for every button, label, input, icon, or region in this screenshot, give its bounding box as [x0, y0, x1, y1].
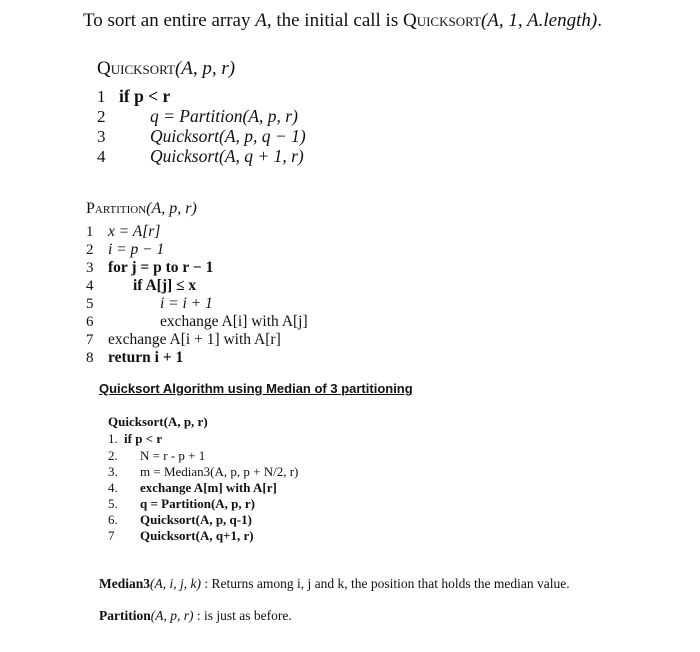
quicksort-line: if p < r: [119, 86, 171, 106]
intro-suffix: .: [597, 10, 602, 31]
median3-line: Quicksort(A, q+1, r): [140, 528, 254, 543]
intro-sentence: [83, 10, 602, 32]
intro-call-args: (A, 1, A.length): [480, 10, 598, 31]
quicksort-line: Quicksort(A, q + 1, r): [150, 146, 304, 166]
median3-line-number: 2.: [108, 448, 118, 463]
median3-line-number: 6.: [108, 512, 118, 527]
median3-line-number: 4.: [108, 480, 118, 495]
partition-line-number: 1: [86, 224, 94, 240]
median3-line: exchange A[m] with A[r]: [140, 480, 277, 495]
quicksort-params: (A, p, r): [174, 58, 236, 79]
partition-line: return i + 1: [108, 349, 184, 366]
partition-line-number: 6: [86, 314, 94, 330]
partition-header: [86, 200, 197, 218]
quicksort-line-number: 3: [97, 127, 106, 146]
partition-name: Partition: [86, 200, 147, 217]
median3-line-number: 7: [108, 528, 115, 543]
partition-line-number: 8: [86, 350, 94, 366]
intro-middle: , the initial call is: [266, 10, 403, 31]
median3-line-number: 1.: [108, 431, 118, 446]
median3-note-desc: : Returns among i, j and k, the position that holds the median value.: [201, 576, 570, 591]
partition-description: [99, 608, 292, 624]
partition-line-number: 2: [86, 242, 94, 258]
partition-line-number: 3: [86, 260, 94, 276]
partition-line: exchange A[i] with A[j]: [160, 313, 308, 330]
partition-note-desc: : is just as before.: [193, 608, 292, 623]
median3-line-number: 5.: [108, 496, 118, 511]
median3-line: if p < r: [124, 431, 163, 446]
median3-line: N = r - p + 1: [140, 448, 206, 463]
median3-quicksort-header: Quicksort(A, p, r): [108, 414, 208, 429]
partition-line: if A[j] ≤ x: [133, 277, 197, 294]
quicksort-name: Quicksort: [97, 58, 175, 79]
partition-line: exchange A[i + 1] with A[r]: [108, 331, 281, 348]
median3-line: m = Median3(A, p, p + N/2, r): [140, 464, 299, 479]
partition-line: for j = p to r − 1: [108, 259, 214, 276]
median3-line-number: 3.: [108, 464, 118, 479]
partition-line-number: 4: [86, 278, 94, 294]
quicksort-line: Quicksort(A, p, q − 1): [150, 126, 306, 146]
partition-line-number: 5: [86, 296, 94, 312]
quicksort-line: q = Partition(A, p, r): [150, 106, 298, 126]
median3-note-name: Median3: [99, 576, 151, 591]
partition-line-number: 7: [86, 332, 94, 348]
quicksort-line-number: 2: [97, 107, 106, 126]
median3-line: q = Partition(A, p, r): [140, 496, 256, 511]
quicksort-line-number: 1: [97, 87, 106, 106]
partition-note-args: (A, p, r): [150, 608, 194, 623]
median3-description: [99, 576, 570, 592]
partition-params: (A, p, r): [146, 200, 197, 217]
median3-note-args: (A, i, j, k): [150, 576, 201, 591]
partition-note-name: Partition: [99, 608, 151, 623]
partition-line: i = p − 1: [108, 241, 165, 258]
intro-call-name: Quicksort: [402, 10, 481, 31]
partition-line: i = i + 1: [160, 295, 213, 312]
partition-line: x = A[r]: [108, 223, 161, 240]
quicksort-header: [97, 58, 235, 80]
quicksort-line-number: 4: [97, 147, 106, 166]
median3-section-heading: Quicksort Algorithm using Median of 3 partitioning: [99, 381, 413, 396]
intro-array: A: [255, 10, 267, 31]
intro-prefix: To sort an entire array: [83, 10, 256, 31]
median3-line: Quicksort(A, p, q-1): [140, 512, 252, 527]
